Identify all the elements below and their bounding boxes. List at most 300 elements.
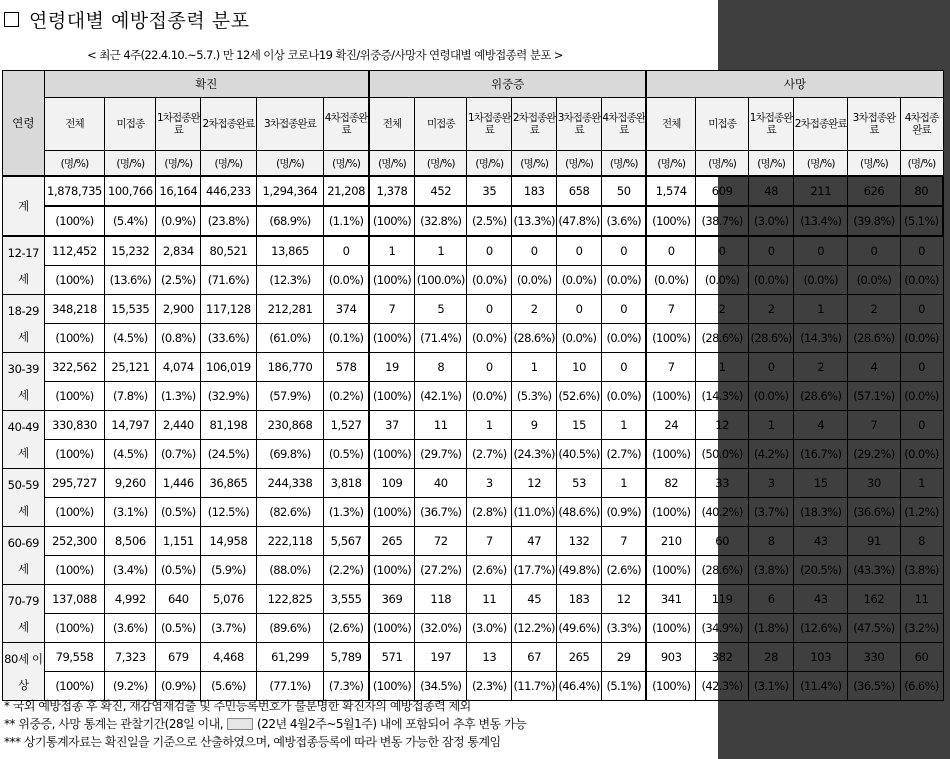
table-row-percent [3,324,944,353]
count-cell: 122,825 [256,585,324,614]
percent-cell: (100%) [369,556,415,585]
age-group-label: 30-39세 [3,353,45,411]
count-cell: 15 [794,469,848,498]
unit-label: (명/%) [256,151,324,177]
count-cell: 47 [512,527,557,556]
count-cell: 4,074 [156,353,201,382]
percent-cell: (5.9%) [201,556,256,585]
page-title: 연령대별 예방접종력 분포 [29,9,250,32]
percent-cell: (2.2%) [324,556,369,585]
percent-cell: (100%) [44,614,105,643]
percent-cell: (36.5%) [848,672,900,701]
count-cell: 7 [602,527,647,556]
percent-cell: (100%) [646,672,695,701]
unit-label: (명/%) [794,151,848,177]
count-cell: 7 [646,353,695,382]
count-cell: 35 [467,176,512,206]
percent-cell: (1.3%) [324,498,369,527]
percent-cell: (100%) [44,382,105,411]
count-cell: 36,865 [201,469,256,498]
count-cell: 1 [467,411,512,440]
unit-header-row [3,151,944,177]
percent-cell: (11.4%) [794,672,848,701]
percent-cell: (0.0%) [467,382,512,411]
count-cell: 2,900 [156,295,201,324]
percent-cell: (68.9%) [256,206,324,236]
percent-cell: (5.1%) [900,206,943,236]
count-cell: 30 [848,469,900,498]
age-group-label: 18-29세 [3,295,45,353]
column-header: 3차접종완료 [848,98,900,151]
percent-cell: (0.5%) [156,556,201,585]
count-cell: 4,992 [105,585,156,614]
count-cell: 252,300 [44,527,105,556]
table-row [3,353,944,382]
percent-cell: (82.6%) [256,498,324,527]
count-cell: 197 [415,643,467,672]
percent-cell: (0.0%) [900,382,943,411]
percent-cell: (5.3%) [512,382,557,411]
percent-cell: (2.6%) [324,614,369,643]
count-cell: 0 [794,236,848,266]
count-cell: 15,232 [105,236,156,266]
table-row [3,236,944,266]
footnote-2-part-a: ** 위중증, 사망 통계는 관찰기간(28일 이내, [4,717,224,731]
percent-cell: (1.8%) [749,614,794,643]
unit-label: (명/%) [201,151,256,177]
percent-cell: (11.7%) [512,672,557,701]
count-cell: 1 [602,411,647,440]
percent-cell: (0.9%) [602,498,647,527]
count-cell: 9,260 [105,469,156,498]
count-cell: 43 [794,527,848,556]
percent-cell: (42.1%) [415,382,467,411]
column-header-row [3,98,944,151]
percent-cell: (3.3%) [602,614,647,643]
percent-cell: (1.2%) [900,498,943,527]
group-header-confirmed: 확진 [44,71,369,98]
percent-cell: (100%) [369,324,415,353]
table-caption: < 최근 4주(22.4.10.~5.7.) 만 12세 이상 코로나19 확진/위중증/사망자 연령대별 예방접종력 분포 > [87,48,563,62]
column-header: 3차접종완료 [256,98,324,151]
count-cell: 1,446 [156,469,201,498]
unit-label: (명/%) [557,151,602,177]
percent-cell: (0.0%) [602,266,647,295]
percent-cell: (3.1%) [749,672,794,701]
percent-cell: (3.7%) [201,614,256,643]
percent-cell: (100%) [44,206,105,236]
count-cell: 382 [696,643,749,672]
count-cell: 1,378 [369,176,415,206]
count-cell: 0 [749,353,794,382]
percent-cell: (49.6%) [557,614,602,643]
count-cell: 2 [512,295,557,324]
count-cell: 0 [602,236,647,266]
count-cell: 230,868 [256,411,324,440]
percent-cell: (0.0%) [749,266,794,295]
count-cell: 330,830 [44,411,105,440]
percent-cell: (38.7%) [696,206,749,236]
percent-cell: (100%) [369,266,415,295]
count-cell: 1 [512,353,557,382]
percent-cell: (34.9%) [696,614,749,643]
count-cell: 1,574 [646,176,695,206]
percent-cell: (2.7%) [467,440,512,469]
percent-cell: (0.0%) [900,266,943,295]
count-cell: 0 [467,236,512,266]
count-cell: 60 [900,643,943,672]
percent-cell: (4.2%) [749,440,794,469]
unit-label: (명/%) [369,151,415,177]
count-cell: 222,118 [256,527,324,556]
unit-label: (명/%) [324,151,369,177]
count-cell: 4 [848,353,900,382]
count-cell: 48 [749,176,794,206]
count-cell: 53 [557,469,602,498]
count-cell: 45 [512,585,557,614]
count-cell: 1 [369,236,415,266]
percent-cell: (100%) [646,206,695,236]
legend-swatch [227,718,253,730]
age-group-label: 40-49세 [3,411,45,469]
count-cell: 119 [696,585,749,614]
percent-cell: (2.5%) [467,206,512,236]
percent-cell: (12.3%) [256,266,324,295]
percent-cell: (14.3%) [794,324,848,353]
count-cell: 0 [646,236,695,266]
percent-cell: (0.8%) [156,324,201,353]
count-cell: 626 [848,176,900,206]
percent-cell: (28.6%) [794,382,848,411]
count-cell: 212,281 [256,295,324,324]
count-cell: 14,797 [105,411,156,440]
count-cell: 7,323 [105,643,156,672]
percent-cell: (20.5%) [794,556,848,585]
percent-cell: (6.6%) [900,672,943,701]
percent-cell: (0.7%) [156,440,201,469]
percent-cell: (71.4%) [415,324,467,353]
count-cell: 12 [512,469,557,498]
percent-cell: (2.7%) [602,440,647,469]
group-header-death: 사망 [646,71,943,98]
count-cell: 211 [794,176,848,206]
percent-cell: (5.1%) [602,672,647,701]
percent-cell: (3.0%) [749,206,794,236]
percent-cell: (0.0%) [602,324,647,353]
percent-cell: (0.0%) [794,266,848,295]
percent-cell: (13.6%) [105,266,156,295]
unit-label: (명/%) [512,151,557,177]
count-cell: 11 [415,411,467,440]
column-header: 2차접종완료 [201,98,256,151]
table-row [3,469,944,498]
percent-cell: (40.5%) [557,440,602,469]
count-cell: 40 [415,469,467,498]
count-cell: 100,766 [105,176,156,206]
count-cell: 112,452 [44,236,105,266]
column-header: 3차접종완료 [557,98,602,151]
count-cell: 11 [467,585,512,614]
count-cell: 12 [602,585,647,614]
table-row [3,176,944,206]
percent-cell: (100%) [44,440,105,469]
column-header: 전체 [369,98,415,151]
percent-cell: (100%) [646,324,695,353]
percent-cell: (29.2%) [848,440,900,469]
column-header: 미접종 [105,98,156,151]
age-group-label: 계 [3,176,45,236]
count-cell: 658 [557,176,602,206]
count-cell: 15 [557,411,602,440]
percent-cell: (4.5%) [105,440,156,469]
count-cell: 29 [602,643,647,672]
table-row-percent [3,440,944,469]
percent-cell: (12.6%) [794,614,848,643]
percent-cell: (69.8%) [256,440,324,469]
percent-cell: (0.9%) [156,672,201,701]
percent-cell: (12.2%) [512,614,557,643]
count-cell: 7 [646,295,695,324]
percent-cell: (36.6%) [848,498,900,527]
count-cell: 322,562 [44,353,105,382]
percent-cell: (28.6%) [848,324,900,353]
percent-cell: (29.7%) [415,440,467,469]
count-cell: 13,865 [256,236,324,266]
count-cell: 3 [467,469,512,498]
count-cell: 2,834 [156,236,201,266]
count-cell: 5,076 [201,585,256,614]
count-cell: 162 [848,585,900,614]
percent-cell: (1.1%) [324,206,369,236]
percent-cell: (43.3%) [848,556,900,585]
percent-cell: (50.0%) [696,440,749,469]
percent-cell: (71.6%) [201,266,256,295]
count-cell: 61,299 [256,643,324,672]
percent-cell: (100%) [369,498,415,527]
count-cell: 13 [467,643,512,672]
count-cell: 7 [369,295,415,324]
count-cell: 2,440 [156,411,201,440]
count-cell: 2 [848,295,900,324]
percent-cell: (52.6%) [557,382,602,411]
count-cell: 2 [794,353,848,382]
percent-cell: (3.4%) [105,556,156,585]
count-cell: 5,567 [324,527,369,556]
count-cell: 0 [900,295,943,324]
count-cell: 1 [749,411,794,440]
percent-cell: (100%) [646,382,695,411]
column-header: 1차접종완료 [467,98,512,151]
count-cell: 4,468 [201,643,256,672]
count-cell: 67 [512,643,557,672]
column-header: 2차접종완료 [512,98,557,151]
percent-cell: (0.5%) [156,614,201,643]
count-cell: 183 [557,585,602,614]
count-cell: 6 [749,585,794,614]
count-cell: 0 [900,411,943,440]
count-cell: 80 [900,176,943,206]
percent-cell: (32.8%) [415,206,467,236]
count-cell: 1 [415,236,467,266]
table-row [3,585,944,614]
count-cell: 137,088 [44,585,105,614]
percent-cell: (0.0%) [900,440,943,469]
table-row-percent [3,206,944,236]
percent-cell: (100%) [44,266,105,295]
percent-cell: (11.0%) [512,498,557,527]
age-group-label: 50-59세 [3,469,45,527]
percent-cell: (0.1%) [324,324,369,353]
footnotes [4,697,526,751]
unit-label: (명/%) [900,151,943,177]
count-cell: 0 [602,295,647,324]
percent-cell: (2.8%) [467,498,512,527]
count-cell: 1 [794,295,848,324]
percent-cell: (0.0%) [749,382,794,411]
count-cell: 5,789 [324,643,369,672]
count-cell: 186,770 [256,353,324,382]
count-cell: 7 [467,527,512,556]
percent-cell: (100%) [44,324,105,353]
percent-cell: (0.0%) [324,266,369,295]
count-cell: 5 [415,295,467,324]
percent-cell: (23.8%) [201,206,256,236]
count-cell: 132 [557,527,602,556]
count-cell: 0 [900,353,943,382]
percent-cell: (3.8%) [900,556,943,585]
footnote-2-part-b: (22년 4월2주~5월1주) 내에 포함되어 추후 변동 가능 [257,717,527,731]
checkbox-icon [4,12,19,27]
count-cell: 210 [646,527,695,556]
percent-cell: (39.8%) [848,206,900,236]
percent-cell: (3.1%) [105,498,156,527]
count-cell: 9 [512,411,557,440]
percent-cell: (24.5%) [201,440,256,469]
column-header: 미접종 [415,98,467,151]
count-cell: 0 [557,295,602,324]
unit-label: (명/%) [156,151,201,177]
count-cell: 0 [512,236,557,266]
unit-label: (명/%) [467,151,512,177]
percent-cell: (40.2%) [696,498,749,527]
count-cell: 8 [749,527,794,556]
percent-cell: (28.6%) [696,556,749,585]
count-cell: 0 [749,236,794,266]
count-cell: 183 [512,176,557,206]
percent-cell: (5.6%) [201,672,256,701]
percent-cell: (100%) [369,206,415,236]
count-cell: 12 [696,411,749,440]
percent-cell: (100%) [44,672,105,701]
percent-cell: (4.5%) [105,324,156,353]
count-cell: 2 [749,295,794,324]
percent-cell: (28.6%) [749,324,794,353]
percent-cell: (48.6%) [557,498,602,527]
count-cell: 1 [696,353,749,382]
percent-cell: (33.6%) [201,324,256,353]
count-cell: 348,218 [44,295,105,324]
percent-cell: (3.0%) [467,614,512,643]
count-cell: 0 [602,353,647,382]
percent-cell: (12.5%) [201,498,256,527]
count-cell: 118 [415,585,467,614]
count-cell: 60 [696,527,749,556]
count-cell: 117,128 [201,295,256,324]
percent-cell: (0.9%) [156,206,201,236]
percent-cell: (0.0%) [467,266,512,295]
count-cell: 244,338 [256,469,324,498]
vaccination-table [2,70,944,701]
column-header: 4차접종완료 [324,98,369,151]
count-cell: 43 [794,585,848,614]
percent-cell: (36.7%) [415,498,467,527]
percent-cell: (89.6%) [256,614,324,643]
count-cell: 106,019 [201,353,256,382]
percent-cell: (3.8%) [749,556,794,585]
percent-cell: (0.0%) [602,382,647,411]
percent-cell: (0.0%) [512,266,557,295]
percent-cell: (77.1%) [256,672,324,701]
count-cell: 374 [324,295,369,324]
table-row [3,411,944,440]
unit-label: (명/%) [696,151,749,177]
percent-cell: (18.3%) [794,498,848,527]
percent-cell: (16.7%) [794,440,848,469]
table-row-percent [3,382,944,411]
count-cell: 578 [324,353,369,382]
count-cell: 79,558 [44,643,105,672]
percent-cell: (3.2%) [900,614,943,643]
unit-label: (명/%) [44,151,105,177]
unit-label: (명/%) [848,151,900,177]
count-cell: 8,506 [105,527,156,556]
percent-cell: (57.1%) [848,382,900,411]
count-cell: 14,958 [201,527,256,556]
count-cell: 640 [156,585,201,614]
count-cell: 1 [900,469,943,498]
count-cell: 0 [696,236,749,266]
count-cell: 0 [900,236,943,266]
column-header: 1차접종완료 [156,98,201,151]
count-cell: 452 [415,176,467,206]
count-cell: 1,878,735 [44,176,105,206]
percent-cell: (47.5%) [848,614,900,643]
column-header: 미접종 [696,98,749,151]
table-row-percent [3,556,944,585]
count-cell: 109 [369,469,415,498]
count-cell: 571 [369,643,415,672]
count-cell: 81,198 [201,411,256,440]
percent-cell: (13.3%) [512,206,557,236]
percent-cell: (88.0%) [256,556,324,585]
count-cell: 103 [794,643,848,672]
count-cell: 24 [646,411,695,440]
count-cell: 25,121 [105,353,156,382]
count-cell: 16,164 [156,176,201,206]
column-header: 2차접종완료 [794,98,848,151]
column-header: 4차접종완료 [900,98,943,151]
count-cell: 72 [415,527,467,556]
unit-label: (명/%) [646,151,695,177]
percent-cell: (47.8%) [557,206,602,236]
column-header: 전체 [44,98,105,151]
footnote-1: * 국외 예방접종 후 확진, 재감염재검출 및 주민등록번호가 불분명한 확진자의 예방접종력 제외 [4,699,471,713]
table-row [3,295,944,324]
count-cell: 0 [848,236,900,266]
footnote-2 [4,715,526,733]
count-cell: 3,555 [324,585,369,614]
count-cell: 11 [900,585,943,614]
